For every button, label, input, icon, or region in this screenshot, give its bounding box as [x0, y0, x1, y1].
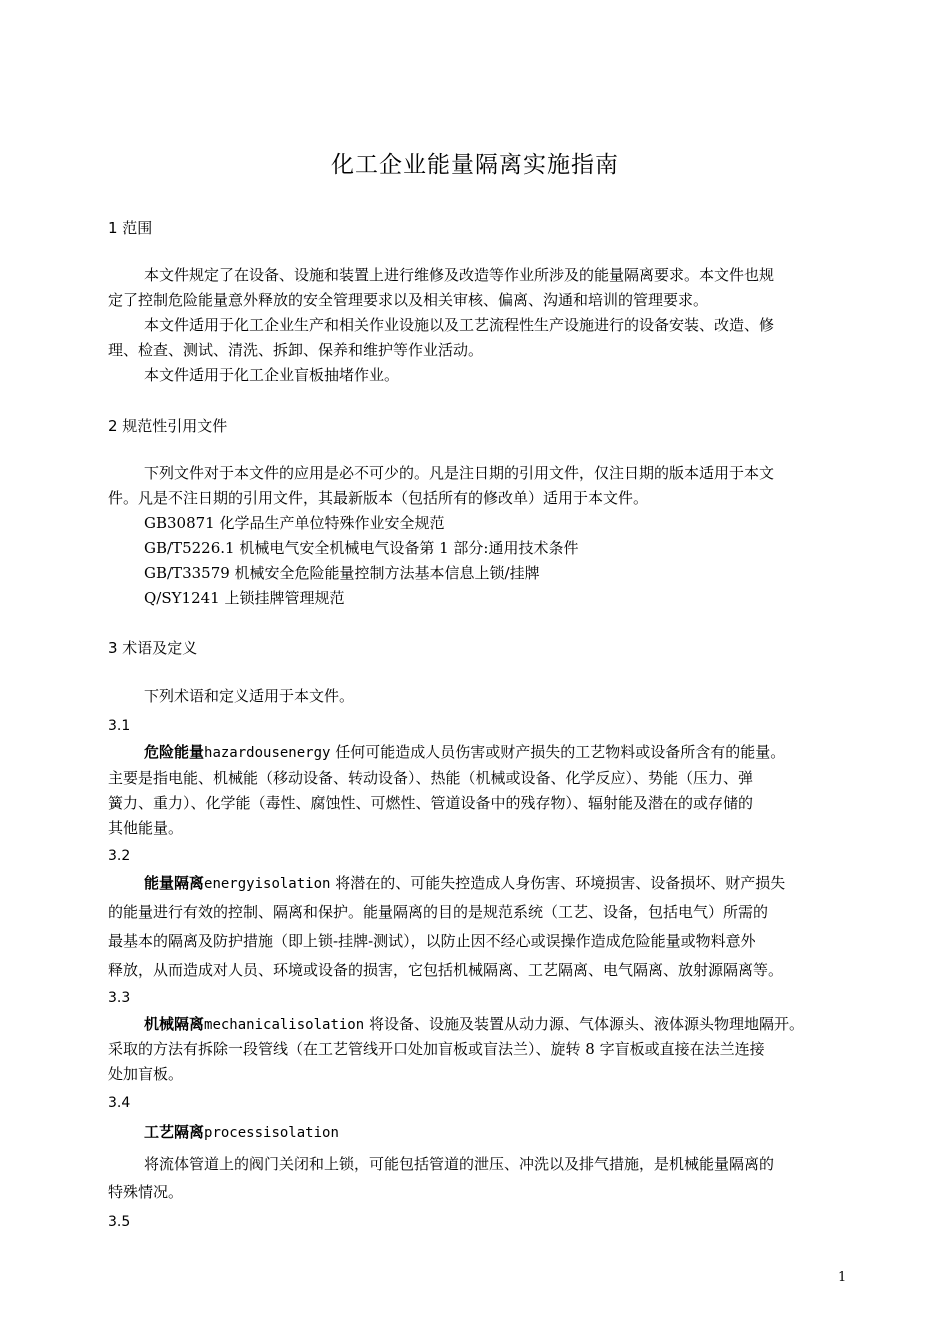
clause-number: 3.1 — [108, 718, 131, 734]
section-heading-references: 2 规范性引用文件 — [108, 417, 228, 435]
clause-number: 3.3 — [108, 990, 131, 1006]
term-heading-line — [144, 1122, 884, 1143]
paragraph-line: 本文件规定了在设备、设施和装置上进行维修及改造等作业所涉及的能量隔离要求。本文件也规 — [144, 266, 775, 284]
document-title: 化工企业能量隔离实施指南 — [331, 152, 619, 178]
term-definition-line — [144, 742, 884, 763]
clause-number: 3.5 — [108, 1214, 131, 1230]
term-text: 将潜在的、可能失控造成人身伤害、环境损害、设备损坏、财产损失 — [330, 874, 786, 892]
term-text: 任何可能造成人员伤害或财产损失的工艺物料或设备所含有的能量。 — [330, 743, 786, 761]
clause-number: 3.2 — [108, 848, 131, 864]
paragraph-line: 处加盲板。 — [108, 1065, 184, 1083]
section-heading-terms: 3 术语及定义 — [108, 639, 198, 657]
paragraph-line: 件。凡是不注日期的引用文件，其最新版本（包括所有的修改单）适用于本文件。 — [108, 489, 649, 507]
paragraph-line: 其他能量。 — [108, 819, 184, 837]
paragraph-line: 的能量进行有效的控制、隔离和保护。能量隔离的目的是规范系统（工艺、设备，包括电气）所需的 — [108, 903, 769, 921]
paragraph-line: 下列术语和定义适用于本文件。 — [144, 687, 355, 705]
term-name: 工艺隔离 — [144, 1123, 205, 1141]
paragraph-line: 本文件适用于化工企业生产和相关作业设施以及工艺流程性生产设施进行的设备安装、改造、修 — [144, 316, 775, 334]
term-definition-line — [144, 873, 884, 894]
paragraph-line: 将流体管道上的阀门关闭和上锁，可能包括管道的泄压、冲洗以及排气措施，是机械能量隔离的 — [144, 1155, 775, 1173]
reference-item: Q/SY1241 上锁挂牌管理规范 — [144, 589, 345, 607]
paragraph-line: 主要是指电能、机械能（移动设备、转动设备）、热能（机械或设备、化学反应）、势能（压力、弹 — [108, 769, 754, 787]
term-english: mechanicalisolation — [204, 1017, 365, 1033]
section-heading-scope: 1 范围 — [108, 219, 153, 237]
term-name: 危险能量 — [144, 743, 205, 761]
term-english: processisolation — [204, 1125, 339, 1141]
paragraph-line: 释放，从而造成对人员、环境或设备的损害，它包括机械隔离、工艺隔离、电气隔离、放射源隔离等。 — [108, 961, 784, 979]
paragraph-line: 簧力、重力）、化学能（毒性、腐蚀性、可燃性、管道设备中的残存物）、辐射能及潜在的或存储的 — [108, 794, 754, 812]
reference-item: GB30871 化学品生产单位特殊作业安全规范 — [144, 514, 445, 532]
term-name: 能量隔离 — [144, 874, 205, 892]
paragraph-line: 定了控制危险能量意外释放的安全管理要求以及相关审核、偏离、沟通和培训的管理要求。 — [108, 291, 709, 309]
paragraph-line: 理、检查、测试、清洗、拆卸、保养和维护等作业活动。 — [108, 341, 484, 359]
paragraph-line: 特殊情况。 — [108, 1183, 184, 1201]
paragraph-line: 下列文件对于本文件的应用是必不可少的。凡是注日期的引用文件，仅注日期的版本适用于本文 — [144, 464, 775, 482]
reference-item: GB/T33579 机械安全危险能量控制方法基本信息上锁/挂牌 — [144, 564, 540, 582]
reference-item: GB/T5226.1 机械电气安全机械电气设备第 1 部分:通用技术条件 — [144, 539, 579, 557]
term-definition-line — [144, 1014, 884, 1035]
term-english: hazardousenergy — [204, 745, 331, 761]
term-name: 机械隔离 — [144, 1015, 205, 1033]
page-number: 1 — [838, 1270, 847, 1285]
paragraph-line: 采取的方法有拆除一段管线（在工艺管线开口处加盲板或盲法兰）、旋转 8 字盲板或直接在法兰连接 — [108, 1040, 765, 1058]
term-text: 将设备、设施及装置从动力源、气体源头、液体源头物理地隔开。 — [364, 1015, 804, 1033]
term-english: energyisolation — [204, 876, 331, 892]
clause-number: 3.4 — [108, 1095, 131, 1111]
paragraph-line: 最基本的隔离及防护措施（即上锁-挂牌-测试），以防止因不经心或误操作造成危险能量或物料意外 — [108, 932, 756, 950]
paragraph-line: 本文件适用于化工企业盲板抽堵作业。 — [144, 366, 400, 384]
